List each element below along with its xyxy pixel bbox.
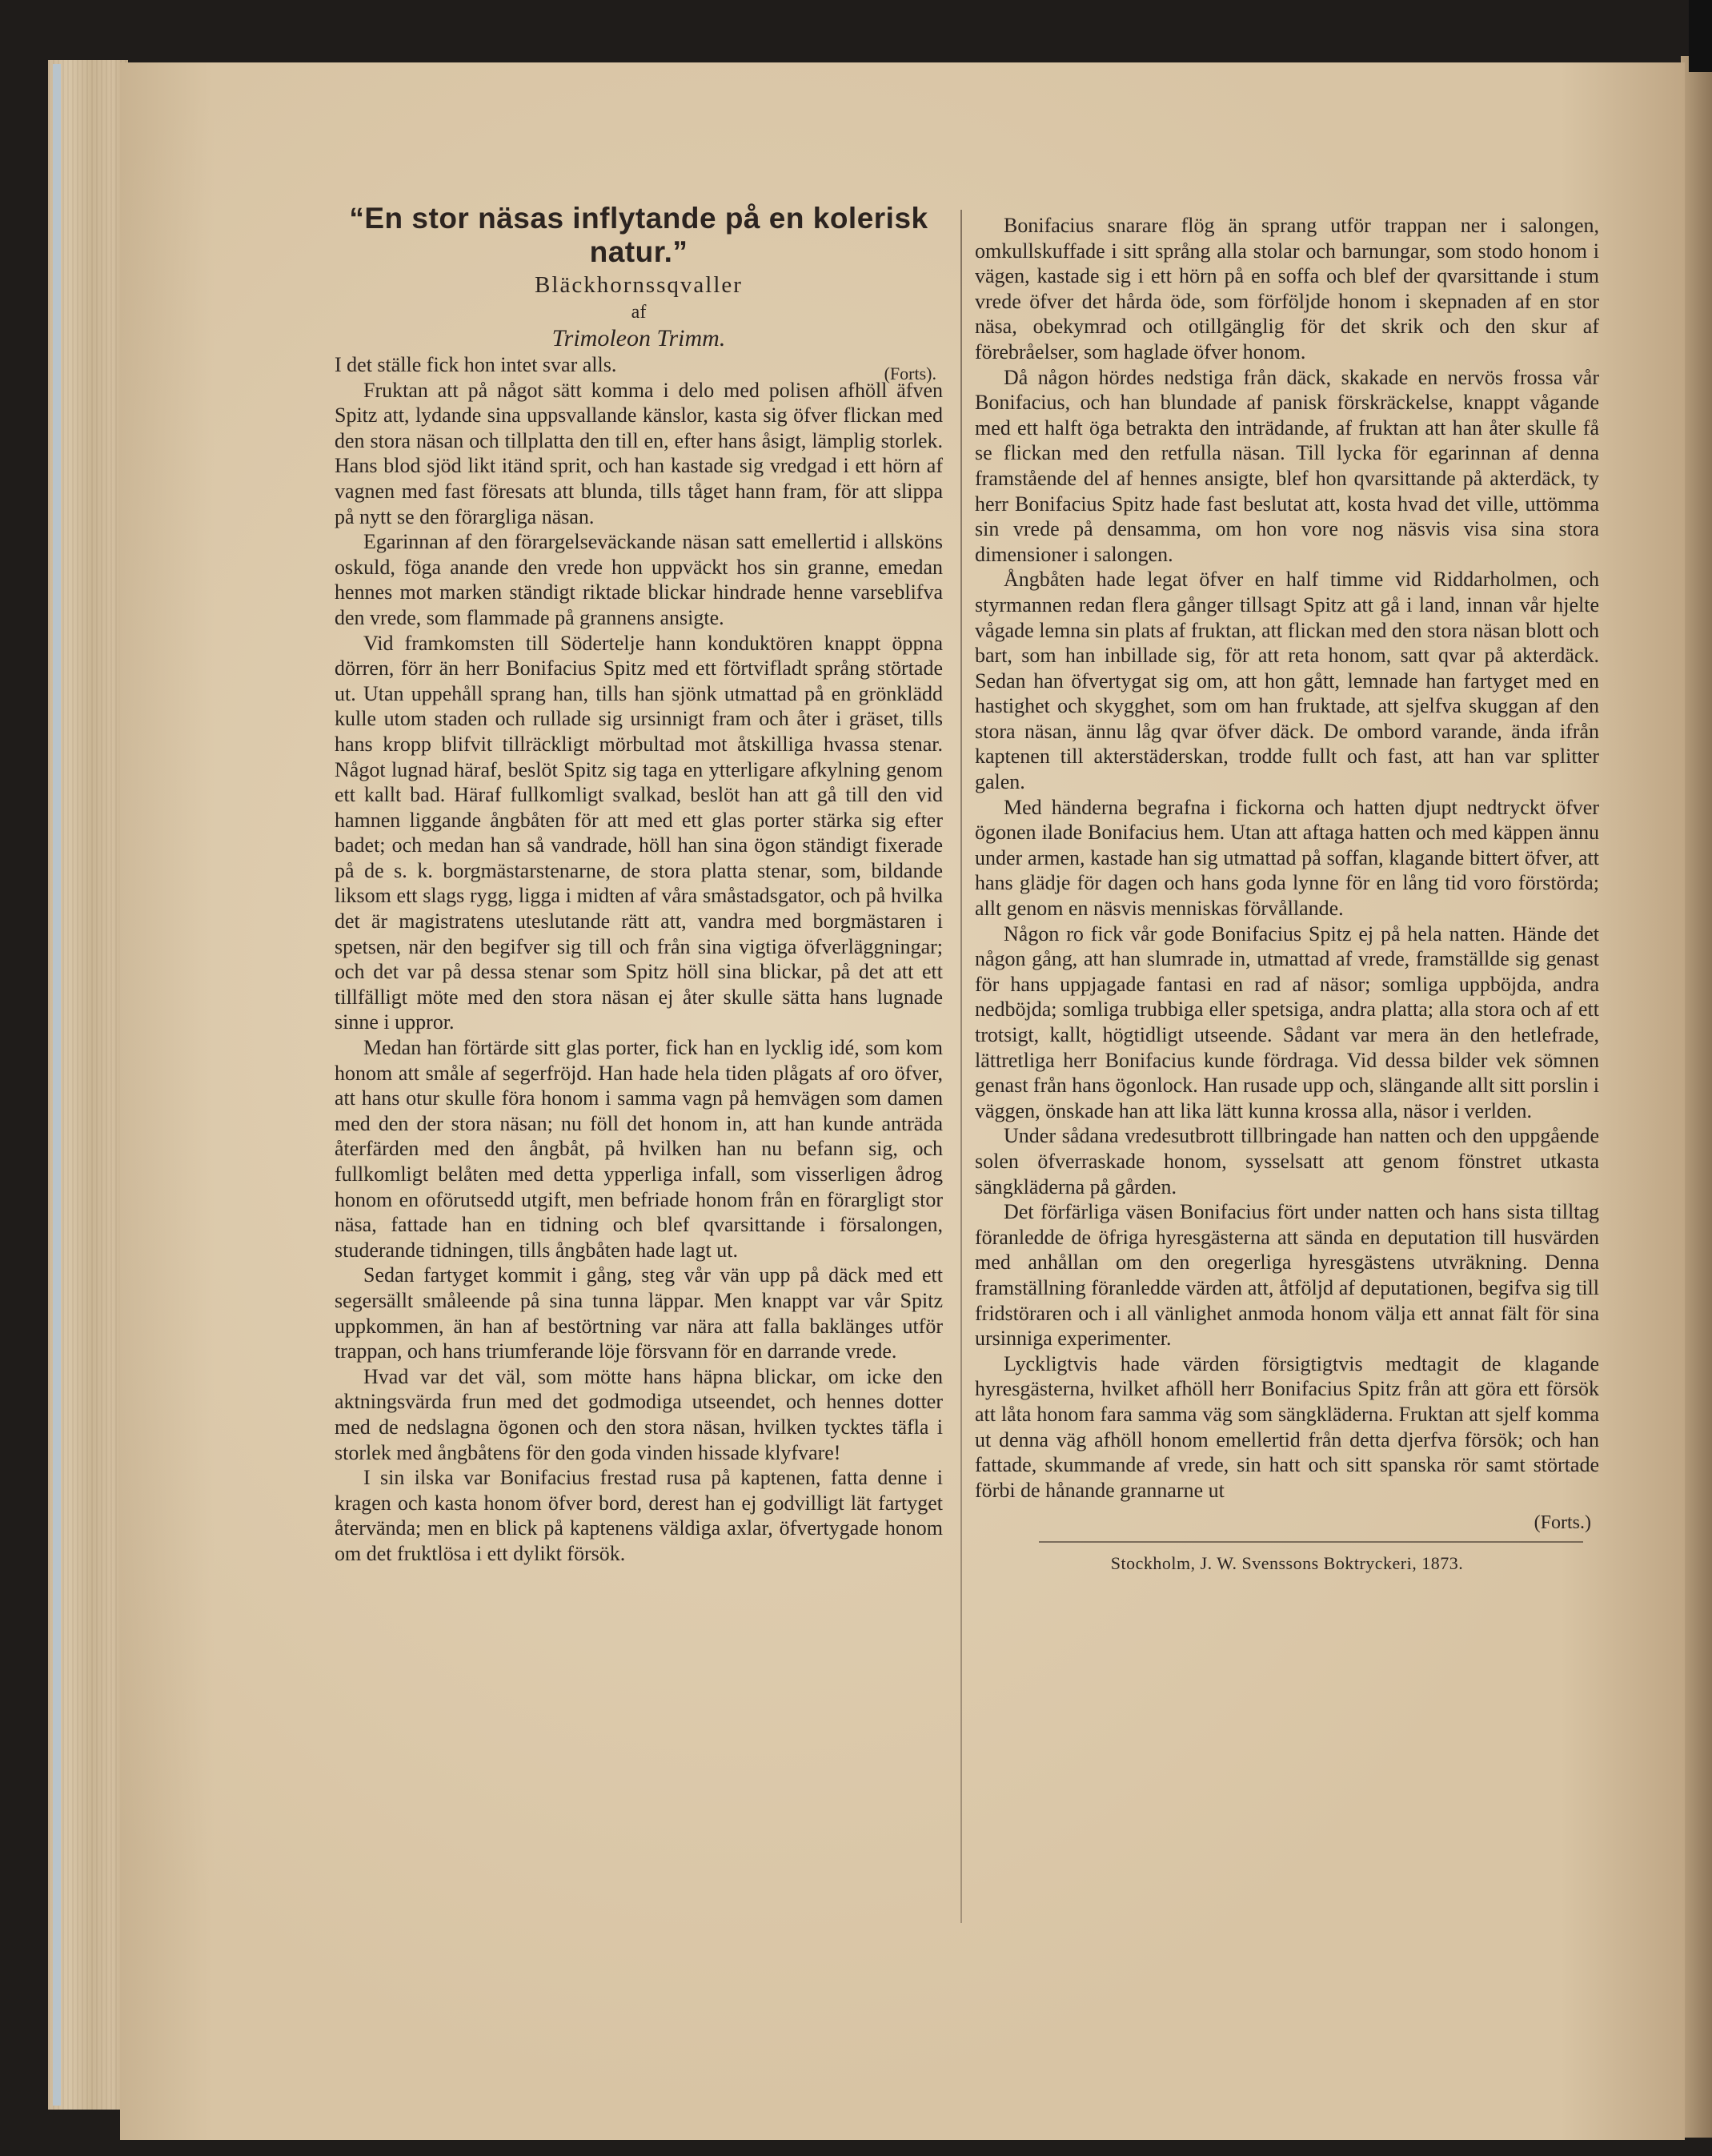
paragraph: Medan han förtärde sitt glas porter, fick han en lycklig idé, som kom honom att småle af segerfröjd. Han hade hela tiden plågats af oro öfver, att hans otur skulle föra honom i samma vagn på hemvägen som damen med den der stora näsan; nu föll det honom in, att han kunde anträda återfärden med den ångbåt, på hvilken han nu befann sig, och fullkomligt belåten med detta ypperliga infall, som visserligen ådrog honom en oförutsedd utgift, men befriade honom från en förargligt stor näsa, fattade han en tidning och blef qvarsittande i försalongen, studerande tidningen, tills ångbåten hade lagt ut. xyxy=(335,1036,943,1262)
paragraph: I sin ilska var Bonifacius frestad rusa på kaptenen, fatta denne i kragen och kasta honom öfver bord, derest han ej godvilligt lät fartyget återvända; men en blick på kaptenens väldiga axlar, öfvertygade honom om det fruktlösa i ett dylikt försök. xyxy=(335,1466,943,1565)
paragraph: Lyckligtvis hade värden försigtigtvis medtagit de klagande hyresgästerna, hvilket afhöll herr Bonifacius Spitz från att göra ett försök att låta honom fara samma väg som sängkläderna. Fruktan att sjelf komma ut denna väg afhöll honom emellertid från detta djerfva försök; och han fattade, skummande af vrede, sin hatt och sitt spanska rör samt störtade förbi de hånande grannarne ut xyxy=(975,1351,1599,1502)
paragraph: Egarinnan af den förargelseväckande näsan satt emellertid i allsköns oskuld, föga anande den vrede hon uppväckt hos sin granne, emedan hennes mot marken ständigt riktade blickar hindrade henne varseblifva den vrede, som flammade på grannens ansigte. xyxy=(335,530,943,629)
author-prefix: af xyxy=(631,302,647,323)
printer-imprint: Stockholm, J. W. Svenssons Boktryckeri, 1873. xyxy=(1110,1552,1464,1573)
paragraph: Bonifacius snarare flög än sprang utför trappan ner i salongen, omkullskuffade i sitt språng alla stolar och barnungar, som stodo honom i vägen, kastade sig i ett hörn på en soffa och blef der qvarsittande i stum vrede öfver det hårda öde, som förföljde honom i skepnaden af en stor näsa, obekymrad och otillgänglig för det skrik och den skur af förebråelser, som haglade öfver honom. xyxy=(975,214,1599,363)
paragraph: Under sådana vredesutbrott tillbringade han natten och den uppgående solen öfverraskade honom, sysselsatt att genom fönstret utkasta sängkläderna på gården. xyxy=(975,1124,1599,1198)
printer-rule xyxy=(1039,1541,1583,1543)
paragraph: I det ställe fick hon intet svar alls. xyxy=(335,353,617,376)
paragraph: Ångbåten hade legat öfver en half timme vid Riddarholmen, och styrmannen redan flera gånger tillsagt Spitz att gå i land, innan vår hjelte vågade lemna sin plats af fruktan, att flickan med den stora näsan blott och bart, som han inbillade sig, för att reta honom, satt qvar på akterdäck. Sedan han öfvertygat sig om, att hon gått, lemnade han fartyget med en hastighet och skygghet, som om han fruktade, att sjelfva skuggan af den stora näsan, ännu låg qvar öfver däck. De ombord varande, ända ifrån kaptenen till akterstäderskan, trodde fullt och fast, att han var splitter galen. xyxy=(975,568,1599,794)
paragraph: Det förfärliga väsen Bonifacius fört under natten och hans sista tilltag föranledde de öfriga hyresgästerna att sända en deputation till husvärden med anhållan om den oregerliga hyresgästens utvräkning. Denna framställning föranledde värden att, åtföljd af deputationen, begifva sig till fridstöraren och i all vänlighet anmoda honom välja ett annat fält för sina ursinniga experimenter. xyxy=(975,1200,1599,1351)
paragraph: Någon ro fick vår gode Bonifacius Spitz ej på hela natten. Hände det någon gång, att han slumrade in, utmattad af vrede, framställde sig genast för hans uppjagade fantasi en rad af näsor; somliga uppböjda, andra nedböjda; somliga trubbiga eller spetsiga, andra platta; alla stora och af ett trotsigt, kallt, högtidligt utseende. Sådant var mera än den hetlefrade, lättretliga herr Bonifacius kunde fördraga. Vid dessa bilder vek sömnen genast från hans ögonlock. Han rusade upp och, slängande allt sitt porslin i väggen, önskade han att lika lätt kunna krossa alla, näsor i verlden. xyxy=(975,921,1599,1122)
continued-footer: (Forts.) xyxy=(1534,1512,1591,1534)
column-divider xyxy=(960,210,962,1923)
paragraph: Då någon hördes nedstiga från däck, skakade en nervös frossa vår Bonifacius, och han blundade af panisk förskräckelse, knappt vågande med ett halft öga betrakta den inträdande, af fruktan att han åter skulle få se flickan med den retfulla näsan. Till lycka för egarinnan af denna framstående del af hennes ansigte, blef hon qvarsittande på akterdäck, ty herr Bonifacius Spitz hade fast beslutat att, kosta hvad det ville, uttömma sin vrede på densamma, om hon vore nog näsvis visa sina stora dimensioner i salongen. xyxy=(975,365,1599,566)
paragraph: Hvad var det väl, som mötte hans häpna blickar, om icke den aktningsvärda frun med det godmodiga utseendet, och hennes dotter med de nedslagna ögonen och den stora näsan, hvilken tycktes täfla i storlek med ångbåtens för den goda vinden hissade klyfvare! xyxy=(335,1364,943,1464)
article-title: “En stor näsas inflytande på en kolerisk natur.” xyxy=(349,202,928,268)
continued-note: (Forts). xyxy=(884,363,936,383)
paragraph: Sedan fartyget kommit i gång, steg vår vän upp på däck med ett segersällt småleende på sina tunna läppar. Men knappt var vår Spitz uppkommen, än han af bestörtning var nära att falla baklänges utför trappan, och hans triumferande löje försvann för en darrande vrede. xyxy=(335,1263,943,1363)
article-subtitle: Bläckhornssqvaller xyxy=(535,272,743,298)
scan-corner-shadow xyxy=(1689,0,1712,72)
binding-strip xyxy=(53,64,61,2106)
right-column xyxy=(975,213,1599,1576)
right-page-leaf xyxy=(1681,56,1712,2138)
paragraph: Fruktan att på något sätt komma i delo med polisen afhöll äfven Spitz att, lydande sina uppsvallande känslor, kasta sig öfver flickan med den stora näsan och tillplatta den till en, efter hans åsigt, lämplig storlek. Hans blod sjöd likt itänd sprit, och han kastade sig vredgad i ett hörn af vagnen med fast föresats att blunda, tills tåget hann fram, för att slippa på nytt se den förargliga näsan. xyxy=(335,378,943,528)
author-name: Trimoleon Trimm. xyxy=(551,325,726,351)
paragraph: Med händerna begrafna i fickorna och hatten djupt nedtryckt öfver ögonen ilade Bonifacius hem. Utan att aftaga hatten och med käppen ännu under armen, kastade han sig utmattad på soffan, klagande bittert öfver, att hans glädje för dagen och hans goda lynne för en lång tid voro förstörda; allt genom en näsvis menniskas förvållande. xyxy=(975,795,1599,921)
paragraph: Vid framkomsten till Södertelje hann konduktören knappt öppna dörren, förr än herr Bonifacius Spitz med ett förtvifladt språng störtade ut. Utan uppehåll sprang han, tills han sjönk utmattad på en grönklädd kulle utom staden och rullade sig ursinnigt fram och åter i gräset, tills hans kropp blifvit tillräckligt mörbultad mot åtskilliga hvassa stenar. Något lugnad häraf, beslöt Spitz sig taga en ytterligare afkylning genom ett kallt bad. Häraf fullkomligt svalkad, beslöt han att gå till den vid hamnen liggande ångbåten för att med ett glas porter stärka sig efter badet; och medan han så vandrade, höll han sina ögon ständigt fixerade på de s. k. borgmästarstenarne, de stora platta stenar, som, bildande liksom ett slags rygg, ligga i midten af våra småstadsgator, och på hvilka det är magistratens uteslutande rätt att, vandra med borgmästaren i spetsen, när den begifver sig till och från sina vigtiga öfverläggningar; och det var på dessa stenar som Spitz höll sina blickar, på det att ett tillfälligt möte med den stora näsan ej åter skulle sätta hans lugnade sinne i uppror. xyxy=(335,631,943,1034)
left-column xyxy=(335,352,943,1567)
